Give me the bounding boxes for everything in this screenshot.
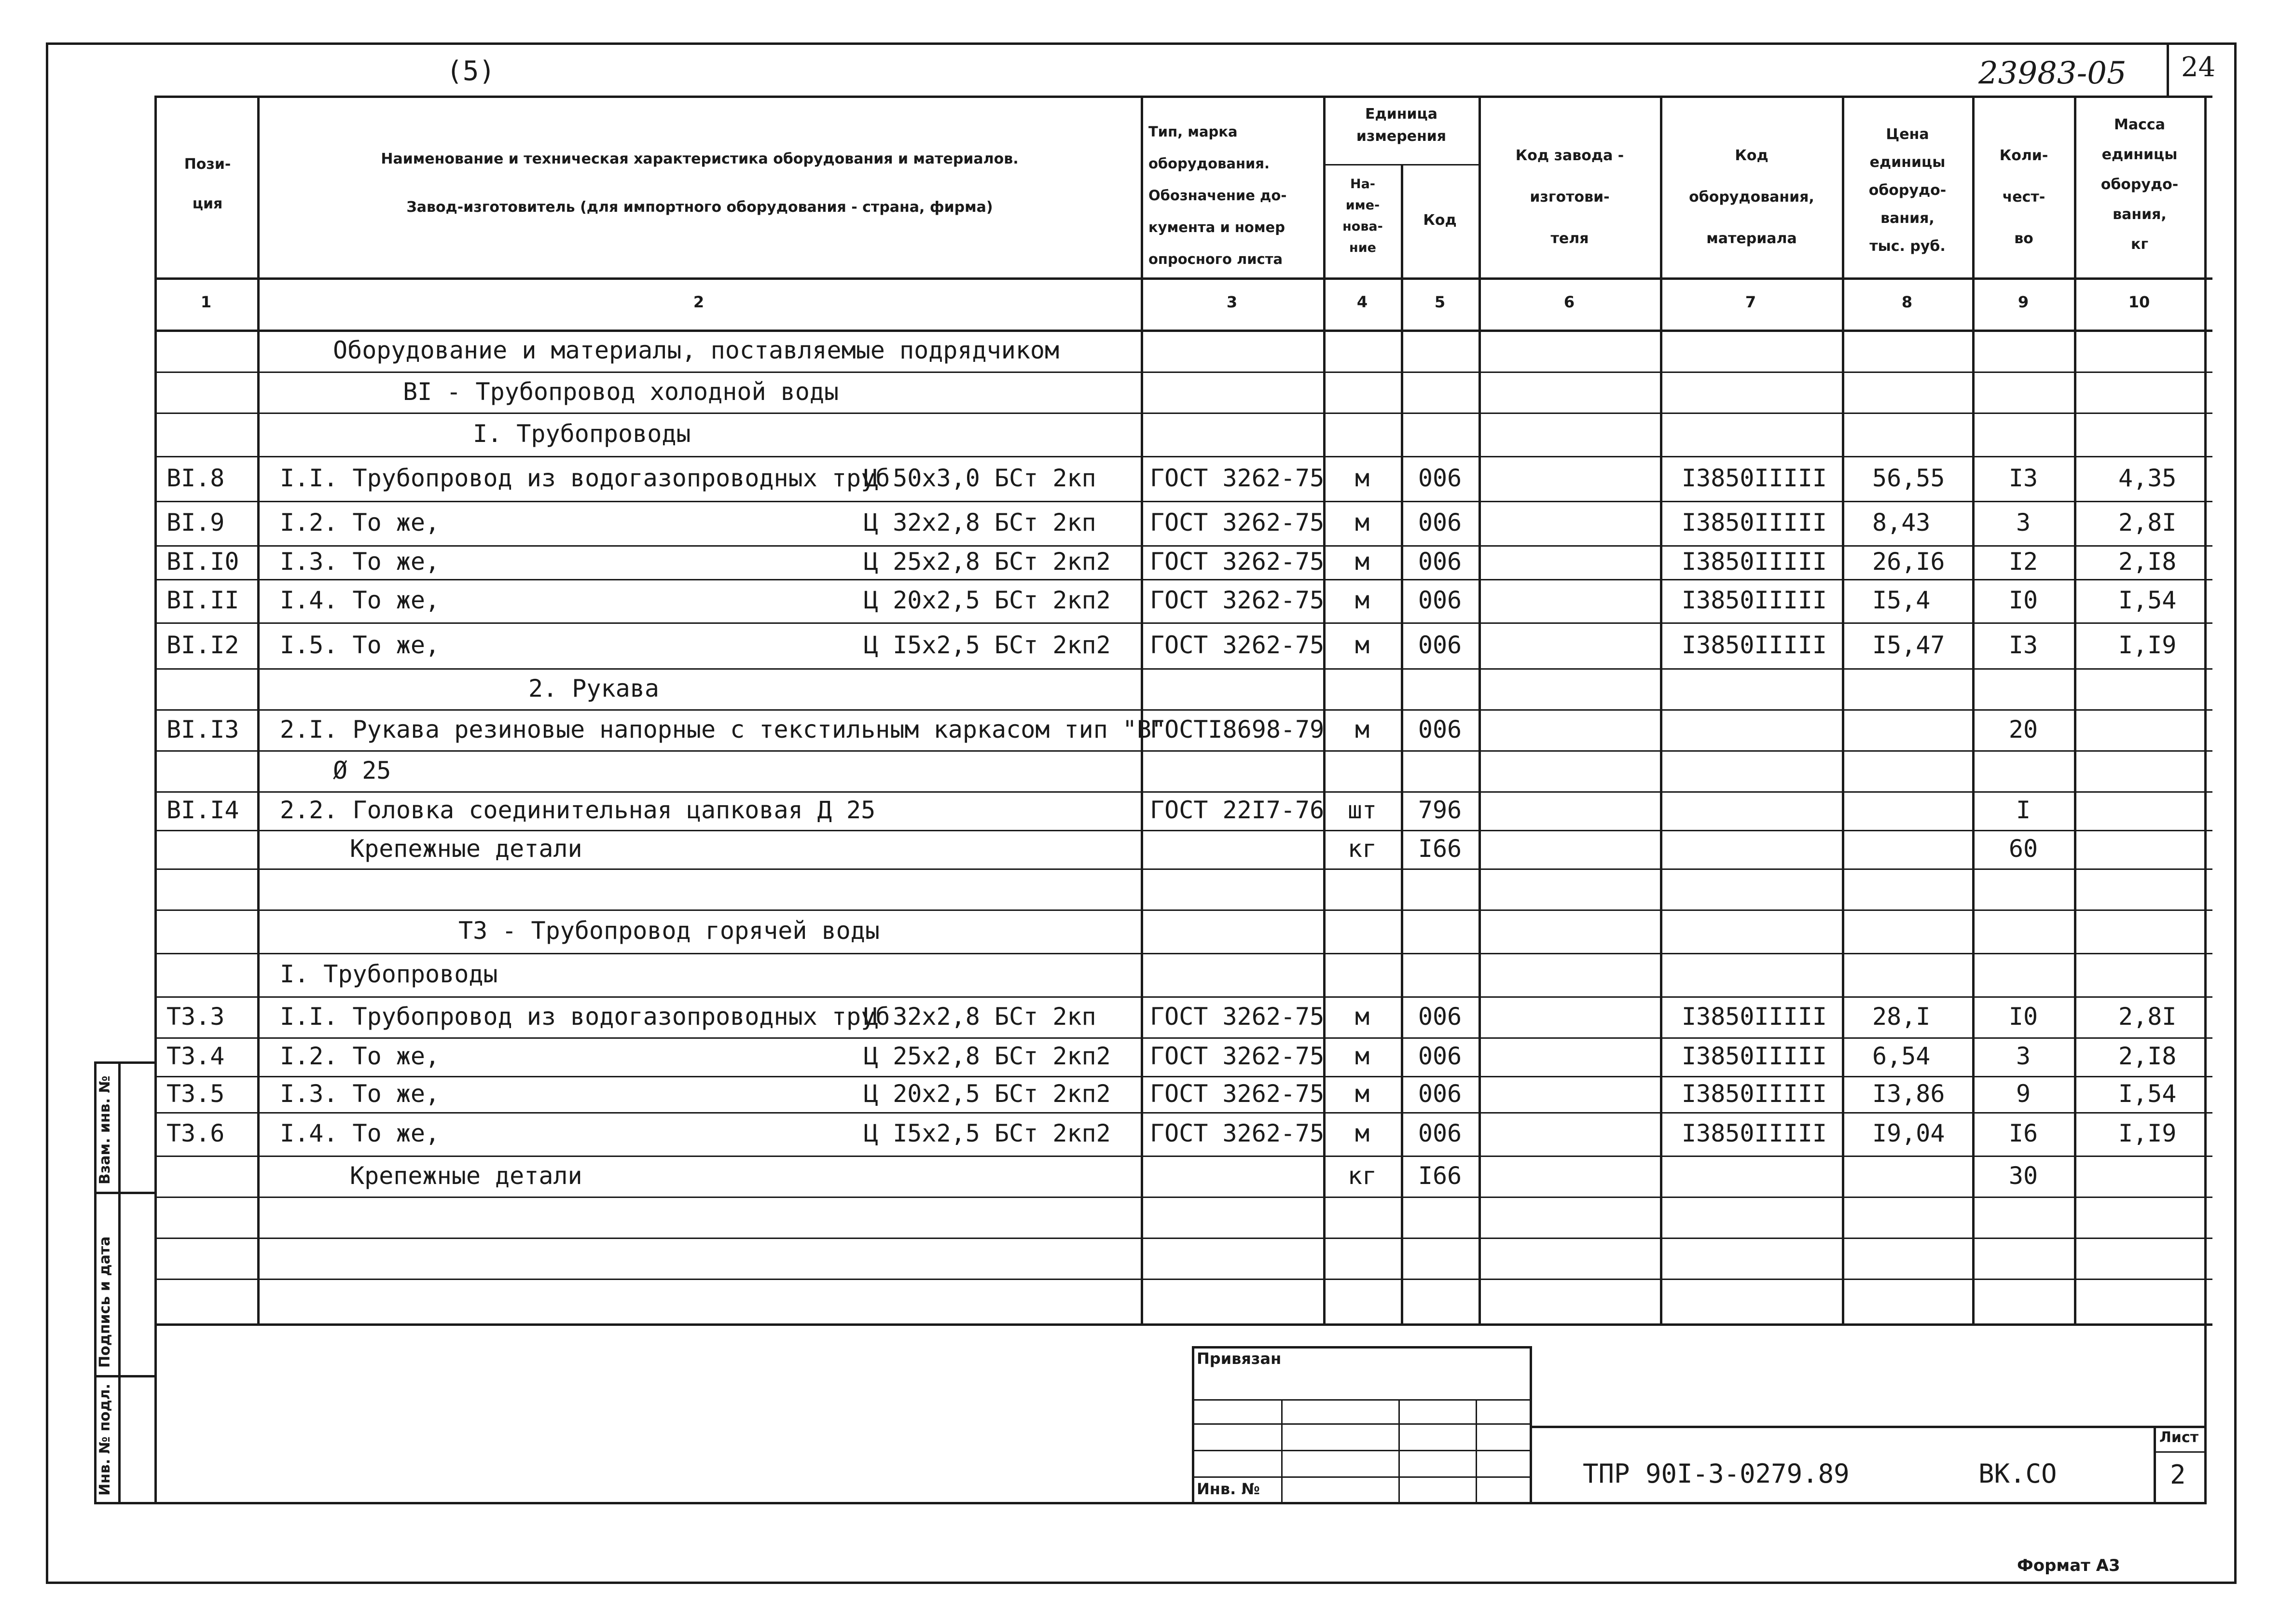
row-doc: ГОСТ 3262-75 <box>1150 1080 1325 1108</box>
row-unit-code: 006 <box>1418 716 1462 743</box>
row-spec: Ц I5х2,5 БСт 2кп2 <box>864 631 1111 659</box>
row-price: 26,I6 <box>1872 548 1945 576</box>
row-separator <box>154 372 2212 373</box>
outer-frame-top <box>46 42 2237 45</box>
row-mass: 2,8I <box>2118 509 2177 537</box>
row-quantity: I2 <box>2008 548 2038 576</box>
row-separator <box>154 996 2212 998</box>
row-name: I.2. То же, <box>280 1042 440 1070</box>
row-spec: Ц 25х2,8 БСт 2кп2 <box>864 548 1111 576</box>
side-strip-div1 <box>94 1192 157 1194</box>
header-unit: Единица измерения <box>1356 106 1447 145</box>
column-number: 10 <box>2128 293 2150 311</box>
row-unit: м <box>1354 716 1370 743</box>
row-name: I.2. То же, <box>280 509 440 537</box>
row-name: I.3. То же, <box>280 548 440 576</box>
list-label: Лист <box>2159 1429 2199 1446</box>
row-unit-code: I66 <box>1418 835 1462 863</box>
sheet-marker: (5) <box>446 55 496 87</box>
row-position: BI.I4 <box>166 796 239 824</box>
row-doc: ГОСТ 3262-75 <box>1150 1042 1325 1070</box>
row-equipment-code: I3850IIIII <box>1682 586 1827 614</box>
row-separator <box>154 579 2212 580</box>
row-position: BI.9 <box>166 509 225 537</box>
row-unit-code: 006 <box>1418 1119 1462 1147</box>
column-number: 3 <box>1226 293 1238 311</box>
row-quantity: 30 <box>2008 1162 2038 1190</box>
side-label-podp-data: Подпись и дата <box>97 1236 113 1368</box>
stamp-row-1 <box>1192 1399 1532 1401</box>
page-corner-number: 24 <box>2181 52 2216 83</box>
list-number: 2 <box>2170 1459 2186 1490</box>
stamp-row-4 <box>1192 1476 1532 1478</box>
col1-right <box>257 96 260 1323</box>
row-equipment-code: I3850IIIII <box>1682 509 1827 537</box>
row-price: 8,43 <box>1872 509 1931 537</box>
stamp-row-2 <box>1192 1423 1532 1425</box>
row-name: Т3 - Трубопровод горячей воды <box>458 917 880 945</box>
row-doc: ГОСТ 22I7-76 <box>1150 796 1325 824</box>
row-position: Т3.6 <box>166 1119 225 1147</box>
row-separator <box>154 456 2212 457</box>
row-unit-code: 006 <box>1418 1003 1462 1031</box>
header-name: Наименование и техническая характеристика оборудования и материалов. Завод-изготовитель (для импортного оборудования - страна, фирма) <box>381 151 1019 216</box>
stamp-col-1 <box>1281 1399 1283 1502</box>
row-quantity: 3 <box>2016 509 2031 537</box>
row-equipment-code: I3850IIIII <box>1682 464 1827 492</box>
row-unit-code: 006 <box>1418 1042 1462 1070</box>
row-equipment-code: I3850IIIII <box>1682 1080 1827 1108</box>
col10-right <box>2204 96 2207 1503</box>
row-unit: м <box>1354 548 1370 576</box>
row-unit: м <box>1354 1080 1370 1108</box>
side-strip-top <box>94 1061 157 1064</box>
row-spec: Ц 32х2,8 БСт 2кп <box>864 509 1096 537</box>
row-unit-code: 006 <box>1418 464 1462 492</box>
row-position: BI.I0 <box>166 548 239 576</box>
column-number: 4 <box>1356 293 1368 311</box>
project-code: ТПР 90I-3-0279.89 <box>1583 1459 1850 1489</box>
row-mass: I,I9 <box>2118 631 2177 659</box>
row-unit-code: 006 <box>1418 509 1462 537</box>
row-quantity: I0 <box>2008 1003 2038 1031</box>
handwritten-doc-number: 23983-05 <box>1978 55 2127 91</box>
table-body-bottom <box>154 1323 2212 1326</box>
row-price: I5,4 <box>1872 586 1931 614</box>
row-position: Т3.5 <box>166 1080 225 1108</box>
row-separator <box>154 791 2212 793</box>
row-quantity: I3 <box>2008 464 2038 492</box>
row-position: Т3.3 <box>166 1003 225 1031</box>
row-position: BI.8 <box>166 464 225 492</box>
side-strip-mid <box>118 1061 121 1502</box>
outer-frame-bottom <box>46 1582 2237 1584</box>
side-label-inv-podl: Инв. № подл. <box>97 1383 113 1496</box>
row-doc: ГОСТ 3262-75 <box>1150 631 1325 659</box>
header-price: Цена единицы оборудо- вания, тыс. руб. <box>1868 126 1947 255</box>
header-plant-code: Код завода - изготови- теля <box>1515 147 1624 247</box>
header-mass: Масса единицы оборудо- вания, кг <box>2100 116 2179 253</box>
row-quantity: I3 <box>2008 631 2038 659</box>
row-quantity: 3 <box>2016 1042 2031 1070</box>
row-spec: Ц 25х2,8 БСт 2кп2 <box>864 1042 1111 1070</box>
header-type: Тип, марка оборудования. Обозначение до- кумента и номер опросного листа <box>1148 124 1287 267</box>
row-name: I.I. Трубопровод из водогазопроводных труб <box>280 464 890 492</box>
row-separator <box>154 413 2212 414</box>
row-name: Крепежные детали <box>350 835 582 863</box>
column-number: 5 <box>1434 293 1446 311</box>
row-separator <box>154 1279 2212 1280</box>
side-label-vzam-inv: Взам. инв. № <box>97 1075 113 1184</box>
row-unit: м <box>1354 509 1370 537</box>
row-doc: ГОСТI8698-79 <box>1150 716 1325 743</box>
row-unit-code: 006 <box>1418 548 1462 576</box>
row-equipment-code: I3850IIIII <box>1682 631 1827 659</box>
header-unit-code: Код <box>1423 212 1457 229</box>
row-unit: м <box>1354 1042 1370 1070</box>
row-separator <box>154 545 2212 547</box>
column-number: 8 <box>1901 293 1913 311</box>
row-name: Крепежные детали <box>350 1162 582 1190</box>
stamp-privyazan-label: Привязан <box>1197 1349 1282 1368</box>
stamp-inv-no-label: Инв. № <box>1197 1480 1260 1498</box>
row-price: 6,54 <box>1872 1042 1931 1070</box>
row-mass: 2,I8 <box>2118 548 2177 576</box>
row-separator <box>154 1037 2212 1039</box>
row-mass: 4,35 <box>2118 464 2177 492</box>
row-name: 2.I. Рукава резиновые напорные с текстильным каркасом тип "В" <box>280 716 1166 743</box>
header-position: Пози- ция <box>184 156 231 212</box>
col4-right <box>1401 164 1403 1323</box>
stamp-row-3 <box>1192 1450 1532 1451</box>
row-name: BI - Трубопровод холодной воды <box>403 378 839 406</box>
col5-right <box>1479 96 1481 1323</box>
col9-right <box>2074 96 2076 1323</box>
col6-right <box>1660 96 1662 1323</box>
row-unit-code: 006 <box>1418 631 1462 659</box>
stamp-col-3 <box>1476 1399 1477 1502</box>
column-number: 2 <box>693 293 705 311</box>
row-separator <box>154 668 2212 670</box>
row-spec: Ц 50х3,0 БСт 2кп <box>864 464 1096 492</box>
row-unit: кг <box>1347 835 1377 863</box>
row-doc: ГОСТ 3262-75 <box>1150 548 1325 576</box>
row-separator <box>154 1076 2212 1077</box>
row-name: I.4. То же, <box>280 586 440 614</box>
table-left-border <box>154 96 157 1503</box>
row-name: Ø 25 <box>333 757 391 784</box>
row-equipment-code: I3850IIIII <box>1682 1003 1827 1031</box>
row-separator <box>154 909 2212 911</box>
col7-right <box>1842 96 1844 1323</box>
row-position: BI.I3 <box>166 716 239 743</box>
row-separator <box>154 1156 2212 1157</box>
row-separator <box>154 750 2212 752</box>
row-quantity: 9 <box>2016 1080 2031 1108</box>
row-price: I5,47 <box>1872 631 1945 659</box>
row-price: I3,86 <box>1872 1080 1945 1108</box>
column-number: 9 <box>2017 293 2029 311</box>
row-name: I.I. Трубопровод из водогазопроводных труб <box>280 1003 890 1031</box>
row-name: Оборудование и материалы, поставляемые подрядчиком <box>333 336 1060 364</box>
row-price: 56,55 <box>1872 464 1945 492</box>
header-bottom-line <box>154 277 2212 280</box>
row-name: I.4. То же, <box>280 1119 440 1147</box>
row-name: I. Трубопроводы <box>473 420 691 448</box>
header-unit-name: На- име- нова- ние <box>1342 177 1383 255</box>
row-spec: Ц 20х2,5 БСт 2кп2 <box>864 1080 1111 1108</box>
row-mass: 2,I8 <box>2118 1042 2177 1070</box>
outer-frame-left <box>46 42 48 1582</box>
row-price: 28,I <box>1872 1003 1931 1031</box>
column-number: 1 <box>200 293 212 311</box>
list-box-left <box>2154 1426 2156 1502</box>
row-mass: I,I9 <box>2118 1119 2177 1147</box>
row-separator <box>154 830 2212 831</box>
row-position: BI.I2 <box>166 631 239 659</box>
sheet-code: ВК.СО <box>1978 1459 2057 1489</box>
row-separator <box>154 1238 2212 1239</box>
row-unit-code: 006 <box>1418 1080 1462 1108</box>
row-quantity: 60 <box>2008 835 2038 863</box>
row-quantity: I <box>2016 796 2031 824</box>
row-spec: Ц 32х2,8 БСт 2кп <box>864 1003 1096 1031</box>
title-block-top <box>1530 1426 2207 1428</box>
side-strip-div2 <box>94 1375 157 1377</box>
row-separator <box>154 501 2212 502</box>
stamp-privyazan-top <box>1192 1346 1532 1349</box>
row-doc: ГОСТ 3262-75 <box>1150 464 1325 492</box>
table-top-line <box>154 96 2212 98</box>
row-separator <box>154 1112 2212 1114</box>
row-quantity: I6 <box>2008 1119 2038 1147</box>
row-doc: ГОСТ 3262-75 <box>1150 509 1325 537</box>
row-separator <box>154 868 2212 870</box>
row-mass: I,54 <box>2118 1080 2177 1108</box>
row-unit: м <box>1354 1003 1370 1031</box>
row-separator <box>154 709 2212 711</box>
column-number: 6 <box>1563 293 1575 311</box>
row-mass: 2,8I <box>2118 1003 2177 1031</box>
corner-divider <box>2167 42 2169 96</box>
col2-right <box>1141 96 1143 1323</box>
format-label: Формат А3 <box>2017 1556 2120 1575</box>
row-quantity: I0 <box>2008 586 2038 614</box>
row-equipment-code: I3850IIIII <box>1682 1119 1827 1147</box>
row-unit-code: I66 <box>1418 1162 1462 1190</box>
row-position: BI.II <box>166 586 239 614</box>
column-number: 7 <box>1745 293 1756 311</box>
row-doc: ГОСТ 3262-75 <box>1150 1119 1325 1147</box>
colnum-bottom-line <box>154 330 2212 332</box>
row-position: Т3.4 <box>166 1042 225 1070</box>
row-mass: I,54 <box>2118 586 2177 614</box>
row-equipment-code: I3850IIIII <box>1682 1042 1827 1070</box>
row-name: I.3. То же, <box>280 1080 440 1108</box>
col8-right <box>1972 96 1975 1323</box>
row-doc: ГОСТ 3262-75 <box>1150 1003 1325 1031</box>
list-box-mid <box>2154 1451 2207 1453</box>
row-unit: м <box>1354 586 1370 614</box>
row-unit: м <box>1354 464 1370 492</box>
row-unit: м <box>1354 631 1370 659</box>
row-doc: ГОСТ 3262-75 <box>1150 586 1325 614</box>
row-separator <box>154 953 2212 954</box>
row-name: 2. Рукава <box>528 674 659 702</box>
header-quantity: Коли- чест- во <box>1999 147 2048 247</box>
header-equipment-code: Код оборудования, материала <box>1689 147 1814 247</box>
row-unit-code: 796 <box>1418 796 1462 824</box>
row-unit: м <box>1354 1119 1370 1147</box>
sheet-bottom-line <box>94 1502 2207 1504</box>
row-spec: Ц 20х2,5 БСт 2кп2 <box>864 586 1111 614</box>
row-name: I. Трубопроводы <box>280 960 498 988</box>
row-name: 2.2. Головка соединительная цапковая Д 25 <box>280 796 876 824</box>
row-unit-code: 006 <box>1418 586 1462 614</box>
row-price: I9,04 <box>1872 1119 1945 1147</box>
row-equipment-code: I3850IIIII <box>1682 548 1827 576</box>
row-unit: кг <box>1347 1162 1377 1190</box>
row-separator <box>154 622 2212 624</box>
row-separator <box>154 1197 2212 1198</box>
row-name: I.5. То же, <box>280 631 440 659</box>
row-quantity: 20 <box>2008 716 2038 743</box>
stamp-col-2 <box>1398 1399 1400 1502</box>
outer-frame-right <box>2234 42 2237 1582</box>
row-spec: Ц I5х2,5 БСт 2кп2 <box>864 1119 1111 1147</box>
row-unit: шт <box>1347 796 1377 824</box>
